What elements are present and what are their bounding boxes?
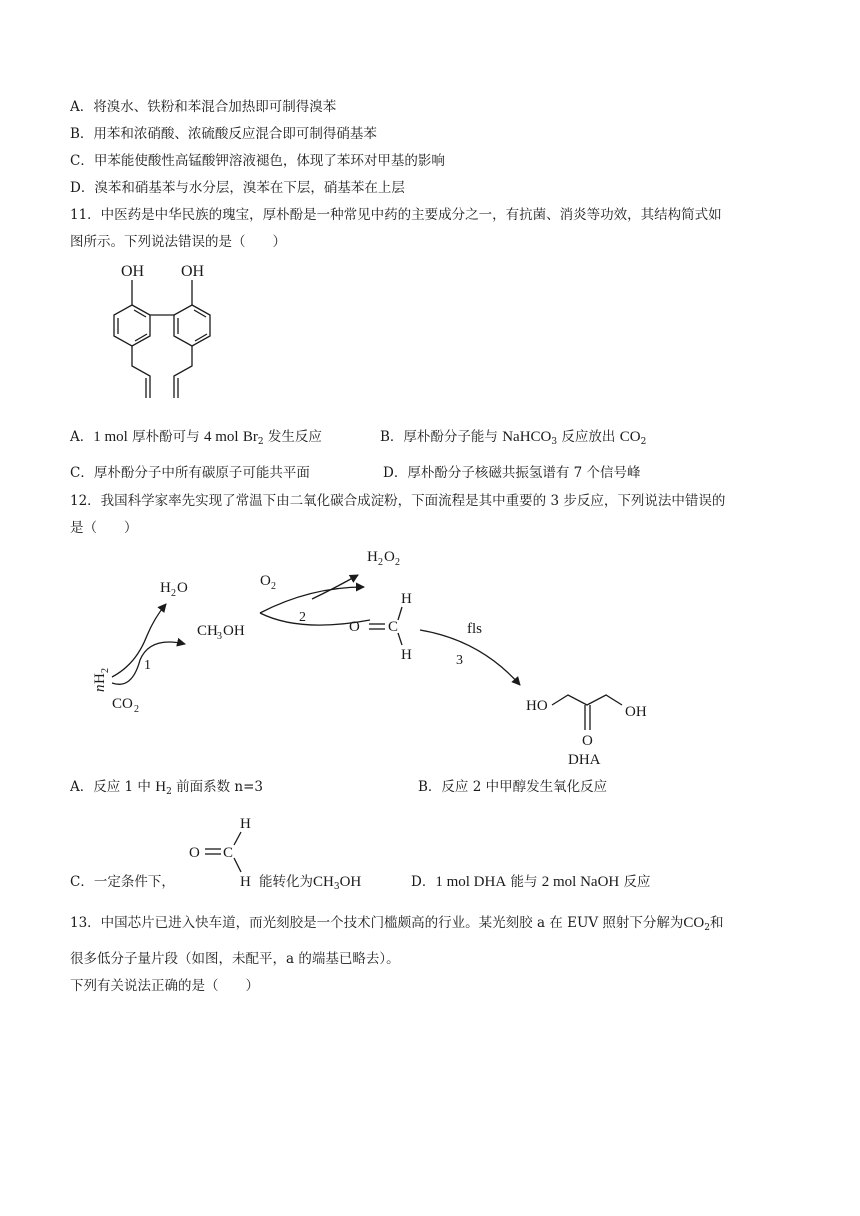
q11-option-c: C．厚朴酚分子中所有碳原子可能共平面 [70, 465, 310, 481]
formaldehyde-h-bottom: H [401, 647, 412, 663]
step-1-label: 1 [144, 658, 151, 673]
h2o-subscript: 2 [171, 588, 176, 599]
q13-stem-line3: 下列有关说法正确的是（ ） [70, 978, 259, 994]
q10-option-c: C．甲苯能使酸性高锰酸钾溶液褪色，体现了苯环对甲基的影响 [70, 153, 445, 169]
step-3-label: 3 [456, 653, 463, 668]
formaldehyde-c: C [388, 619, 399, 635]
honokiol-structure [95, 258, 235, 408]
h2o2-o: O [384, 549, 395, 565]
q12-option-c: C．一定条件下， [70, 874, 175, 890]
h2o-product-o: O [177, 580, 188, 596]
oh-label-left: OH [121, 263, 145, 280]
methanol-label: CH [197, 623, 218, 639]
h2-reactant-label: H [92, 673, 108, 684]
formaldehyde-o-atom: O [189, 845, 200, 861]
h2o2-h: H [367, 549, 378, 565]
dha-ho-label: HO [526, 698, 548, 714]
q10-option-d: D．溴苯和硝基苯与水分层，溴苯在下层，硝基苯在上层 [70, 180, 405, 196]
h2o-product-h: H [160, 580, 171, 596]
methanol-subscript: 3 [217, 631, 222, 642]
formaldehyde-h-atom-bottom: H [240, 874, 251, 890]
h2o2-sub2: 2 [395, 557, 400, 568]
n-coefficient-label: n [92, 684, 108, 692]
co2-reactant-label: CO [112, 696, 133, 712]
synthesis-flow-diagram [80, 540, 680, 770]
q11-stem-line2: 图所示。下列说法错误的是（ ） [70, 234, 286, 250]
q12-stem-line1: 12．我国科学家率先实现了常温下由二氧化碳合成淀粉，下面流程是其中重要的 3 步反应，下列说法中错误的 [70, 493, 726, 509]
q11-option-a: A．1 mol 厚朴酚可与 4 mol $Br_2$ 发生反应 [70, 429, 322, 447]
q12-option-a: A．反应 1 中 $H_2$ 前面系数 n=3 [70, 779, 263, 797]
formaldehyde-structure [185, 812, 265, 892]
q11-stem-line1: 11．中医药是中华民族的瑰宝，厚朴酚是一种常见中药的主要成分之一，有抗菌、消炎等功效，其结构简式如 [70, 207, 722, 223]
dha-oh-label: OH [625, 704, 647, 720]
formaldehyde-o: O [349, 619, 360, 635]
formaldehyde-h-atom-top: H [240, 816, 251, 832]
formaldehyde-h-top: H [401, 591, 412, 607]
q10-option-b: B．用苯和浓硝酸、浓硫酸反应混合即可制得硝基苯 [70, 126, 377, 142]
q12-option-b: B．反应 2 中甲醇发生氧化反应 [418, 779, 608, 795]
q11-option-d: D．厚朴酚分子核磁共振氢谱有 7 个信号峰 [383, 465, 641, 481]
methanol-tail: OH [223, 623, 245, 639]
o2-subscript: 2 [271, 581, 276, 592]
co2-subscript: 2 [134, 704, 139, 715]
dha-o-label: O [582, 733, 593, 749]
q13-stem-line2: 很多低分子量片段（如图，未配平，a 的端基已略去）。 [70, 951, 400, 967]
dha-name-label: DHA [568, 752, 601, 768]
q12-option-d: D．1 mol DHA 能与 2 mol NaOH 反应 [411, 874, 651, 890]
step-2-label: 2 [299, 610, 306, 625]
q12-option-c-tail: 能转化为$CH_3OH$ [259, 874, 362, 892]
formaldehyde-c-atom: C [223, 845, 234, 861]
q12-stem-line2: 是（ ） [70, 520, 138, 536]
oh-label-right: OH [181, 263, 205, 280]
q10-option-a: A．将溴水、铁粉和苯混合加热即可制得溴苯 [70, 99, 337, 115]
q11-option-b: B．厚朴酚分子能与 NaHCO$_3$ 反应放出 $CO_2$ [380, 429, 647, 447]
h2o2-sub1: 2 [378, 557, 383, 568]
fls-enzyme-label: fls [467, 621, 482, 637]
h2-subscript: 2 [100, 668, 111, 673]
q13-stem-line1: 13．中国芯片已进入快车道，而光刻胶是一个技术门槛颇高的行业。某光刻胶 a 在 EUV 照射下分解为$CO_2$和 [70, 915, 724, 933]
o2-reactant-label: O [260, 573, 271, 589]
